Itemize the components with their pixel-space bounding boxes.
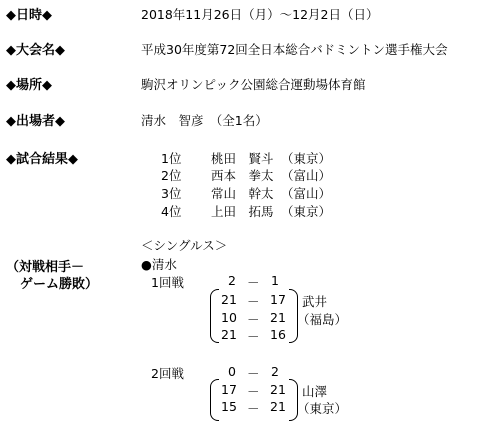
result-pref: （東京） xyxy=(281,204,332,219)
opponent-name: 山澤 xyxy=(302,384,328,399)
game-score-sep: － xyxy=(247,312,260,327)
date-value: 2018年11月26日（月）～12月2日（日） xyxy=(141,7,379,22)
round-name: 1回戦 xyxy=(151,275,184,290)
game-score-sep: － xyxy=(247,384,260,399)
matches-label-line2: ゲーム勝敗） xyxy=(20,277,99,292)
game-score-a: 15 xyxy=(221,399,237,414)
game-score-sep: － xyxy=(247,294,260,309)
result-pref: （富山） xyxy=(281,168,332,183)
result-name: 西本 拳太 xyxy=(211,168,274,183)
date-label: ◆日時◆ xyxy=(6,8,52,23)
bracket-left xyxy=(210,289,219,343)
event-label: ◆大会名◆ xyxy=(6,43,65,58)
opponent-pref: （東京） xyxy=(297,401,348,416)
round-total-b: 1 xyxy=(271,273,279,288)
round-total-a: 2 xyxy=(228,273,236,288)
game-score-b: 21 xyxy=(270,310,286,325)
result-pref: （富山） xyxy=(281,186,332,201)
game-score-b: 21 xyxy=(270,399,286,414)
round-total-b: 2 xyxy=(271,364,279,379)
result-rank: 2位 xyxy=(161,168,182,183)
game-score-b: 21 xyxy=(270,382,286,397)
game-score-a: 10 xyxy=(221,310,237,325)
game-score-sep: － xyxy=(247,401,260,416)
category-heading: ＜シングルス＞ xyxy=(141,238,228,253)
game-score-b: 16 xyxy=(270,327,286,342)
result-rank: 4位 xyxy=(161,204,182,219)
round-name: 2回戦 xyxy=(151,366,184,381)
participants-value: 清水 智彦 （全1名） xyxy=(141,113,268,128)
venue-label: ◆場所◆ xyxy=(6,78,52,93)
event-value: 平成30年度第72回全日本総合バドミントン選手権大会 xyxy=(141,42,448,57)
result-rank: 3位 xyxy=(161,186,182,201)
round-total-a: 0 xyxy=(228,364,236,379)
player-name: ●清水 xyxy=(141,257,177,272)
game-score-a: 17 xyxy=(221,382,237,397)
opponent-pref: （福島） xyxy=(297,312,348,327)
round-total-sep: － xyxy=(247,275,260,290)
game-score-sep: － xyxy=(247,329,260,344)
matches-label-line1: （対戦相手－ xyxy=(6,260,85,275)
game-score-a: 21 xyxy=(221,327,237,342)
game-score-b: 17 xyxy=(270,292,286,307)
game-score-a: 21 xyxy=(221,292,237,307)
result-name: 桃田 賢斗 xyxy=(211,151,274,166)
result-pref: （東京） xyxy=(281,151,332,166)
results-label: ◆試合結果◆ xyxy=(6,152,78,167)
result-rank: 1位 xyxy=(161,151,182,166)
opponent-name: 武井 xyxy=(302,294,328,309)
participants-label: ◆出場者◆ xyxy=(6,114,65,129)
result-name: 常山 幹太 xyxy=(211,186,274,201)
venue-value: 駒沢オリンピック公園総合運動場体育館 xyxy=(141,77,366,92)
result-name: 上田 拓馬 xyxy=(211,204,274,219)
round-total-sep: － xyxy=(247,366,260,381)
